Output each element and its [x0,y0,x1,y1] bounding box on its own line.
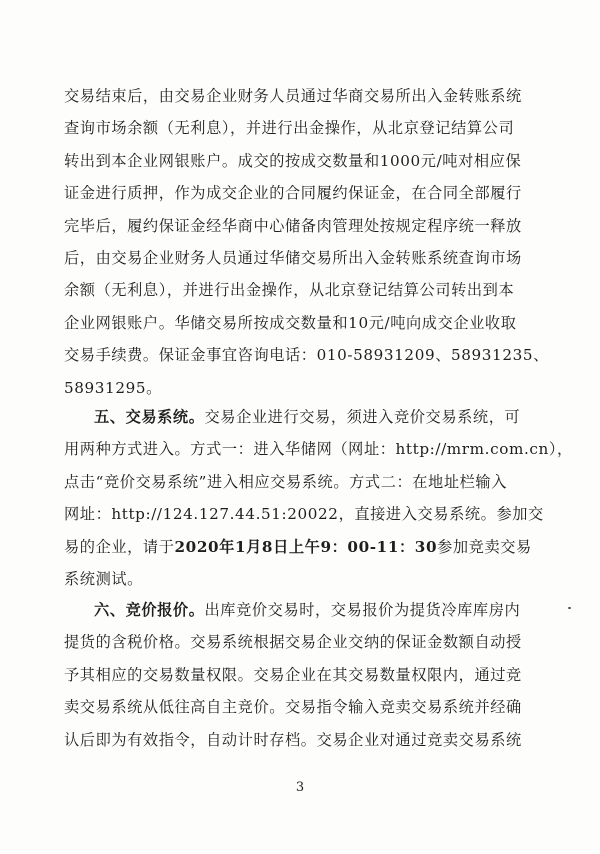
text-line: 企业网银账户。华储交易所按成交数量和10元/吨向成交企业收取 [64,313,517,332]
text-line: 转出到本企业网银账户。成交的按成交数量和1000元/吨对相应保 [64,151,522,170]
text-line [64,594,540,626]
text-line: 予其相应的交易数量权限。交易企业在其交易数量权限内，通过竞 [64,665,522,684]
text-fragment: 参加竞卖交易 [437,537,532,556]
paragraph-trading-system [64,401,573,595]
text-fragment: 出库竞价交易时，交易报价为提货冷库库房内 [204,601,521,619]
text-line: 交易手续费。保证金事宜咨询电话：010-58931209、58931235、 [64,346,549,365]
text-line: 网址：http://124.127.44.51:20022，直接进入交易系统。参加交 [64,505,544,524]
text-line: 查询市场余额（无利息），并进行出金操作，从北京登记结算公司 [64,119,515,138]
text-line: 交易结束后，由交易企业财务人员通过华商交易所出入金转账系统 [64,87,522,105]
paragraph-settlement [64,80,549,404]
text-line: 余额（无利息），并进行出金操作，从北京登记结算公司转出到本 [64,281,515,300]
paragraph-bidding [64,594,540,756]
text-line: 系统测试。 [64,569,143,588]
text-line: 用两种方式进入。方式一：进入华储网（网址：http://mrm.com.cn）， [64,440,573,459]
text-line: 认后即为有效指令，自动计时存档。交易企业对通过竞卖交易系统 [64,730,522,749]
text-fragment: 交易企业进行交易，须进入竞价交易系统，可 [204,408,521,426]
scan-speck [568,607,571,609]
text-line: 58931295。 [64,378,162,397]
section-heading-bidding: 六、竞价报价。 [94,601,205,619]
text-line: 卖交易系统从低往高自主竞价。交易指令输入竞卖交易系统并经确 [64,698,522,717]
text-line: 提货的含税价格。交易系统根据交易企业交纳的保证金数额自动授 [64,633,522,652]
text-line [64,401,540,433]
text-line: 完毕后，履约保证金经华商中心储备肉管理处按规定程序统一释放 [64,216,522,235]
text-line: 后，由交易企业财务人员通过华储交易所出入金转账系统查询市场 [64,248,522,267]
test-date: 2020年1月8日上午9：00-11：30 [174,537,438,556]
text-line: 点击“竞价交易系统”进入相应交易系统。方式二：在地址栏输入 [64,472,507,491]
text-line [64,531,540,563]
page-number: 3 [295,780,305,795]
text-line: 证金进行质押，作为成交企业的合同履约保证金，在合同全部履行 [64,184,522,203]
section-heading-trading-system: 五、交易系统。 [94,408,205,426]
text-fragment: 易的企业，请于 [64,537,175,556]
